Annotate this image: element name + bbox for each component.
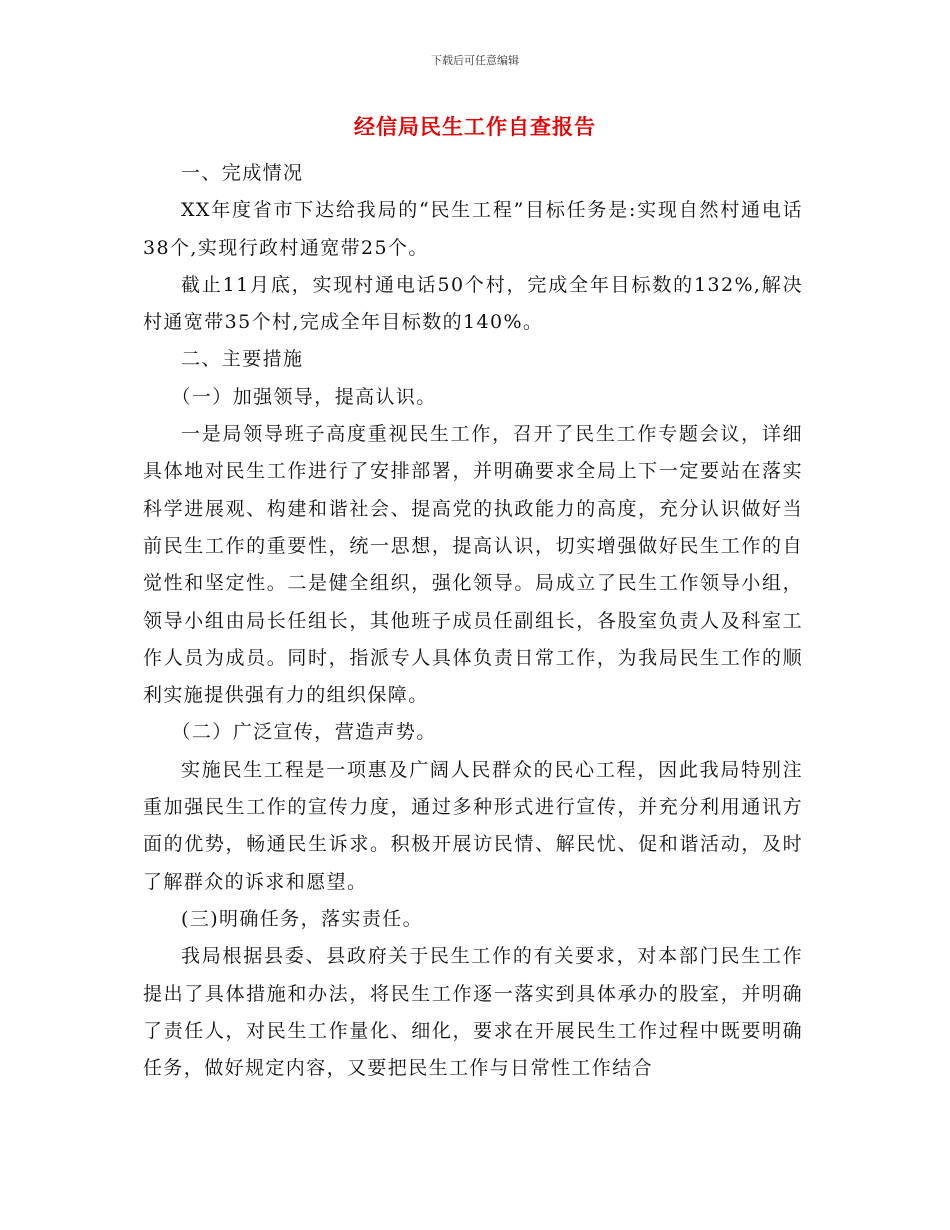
paragraph-progress: 截止11月底，实现村通电话50个村，完成全年目标数的132%,解决村通宽带35个村,完成全年目标数的140%。 [143,273,803,334]
section-heading-measures: 二、主要措施 [181,348,304,371]
paragraph-publicity: 实施民生工程是一项惠及广阔人民群众的民心工程，因此我局特别注重加强民生工作的宣传力度，通过多种形式进行宣传，并充分利用通讯方面的优势，畅通民生诉求。积极开展访民情、解民忧、促和谐活动，及时了解群众的诉求和愿望。 [143,758,803,893]
subheading-publicity: （二）广泛宣传，营造声势。 [171,721,437,744]
subheading-leadership: （一）加强领导，提高认识。 [171,385,437,408]
paragraph-targets: XX年度省市下达给我局的“民生工程”目标任务是:实现自然村通电话38个,实现行政村通宽带25个。 [143,199,803,259]
paragraph-leadership: 一是局领导班子高度重视民生工作，召开了民生工作专题会议，详细具体地对民生工作进行了安排部署，并明确要求全局上下一定要站在落实科学进展观、构建和谐社会、提高党的执政能力的高度，充分认识做好当前民生工作的重要性，统一思想，提高认识，切实增强做好民生工作的自觉性和坚定性。二是健全组织，强化领导。局成立了民生工作领导小组，领导小组由局长任组长，其他班子成员任副组长，各股室负责人及科室工作人员为成员。同时，指派专人具体负责日常工作，为我局民生工作的顺利实施提供强有力的组织保障。 [143,423,803,707]
page-header-note: 下载后可任意编辑 [431,54,519,67]
section-heading-completion: 一、完成情况 [181,162,304,184]
document-body [143,155,803,1087]
subheading-responsibility: (三)明确任务，落实责任。 [181,907,424,930]
paragraph-responsibility: 我局根据县委、县政府关于民生工作的有关要求，对本部门民生工作提出了具体措施和办法，将民生工作逐一落实到具体承办的股室，并明确了责任人，对民生工作量化、细化，要求在开展民生工作过程中既要明确任务，做好规定内容，又要把民生工作与日常性工作结合 [143,945,803,1080]
document-title: 经信局民生工作自查报告 [354,114,596,139]
